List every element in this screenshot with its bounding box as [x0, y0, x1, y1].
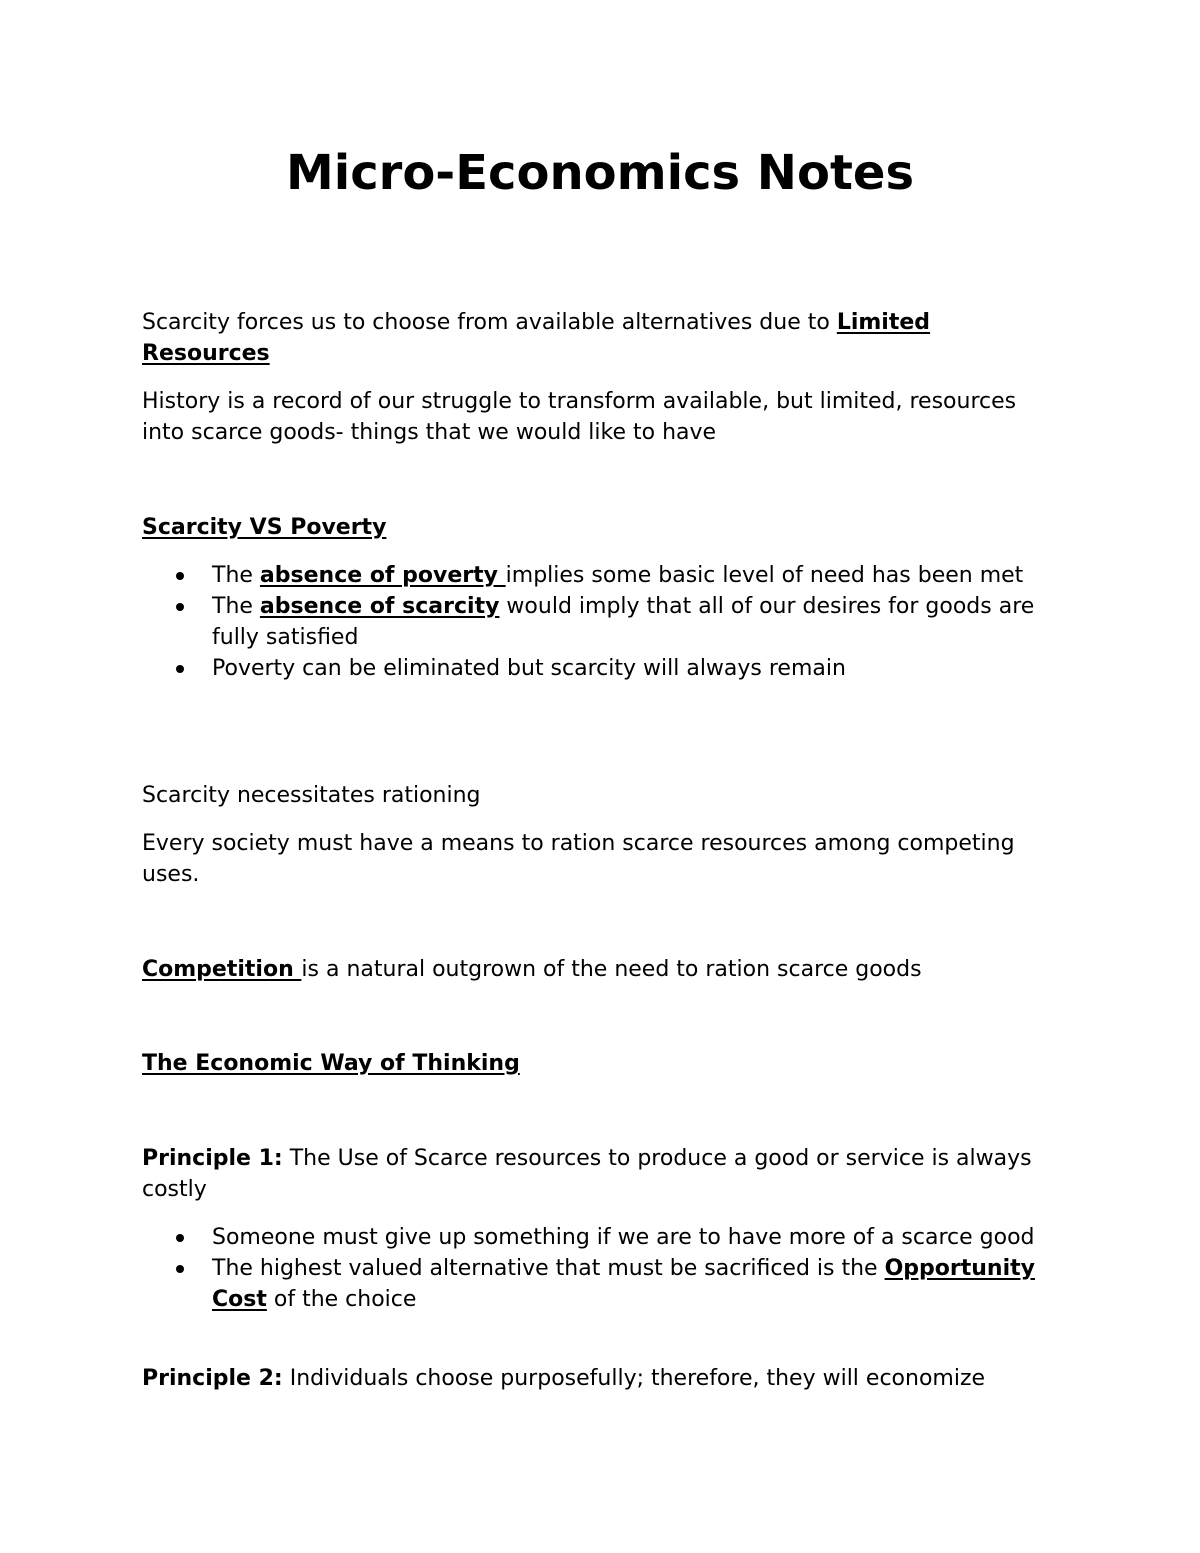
bullet-icon — [176, 665, 184, 673]
list-item-text: of the choice — [266, 1287, 417, 1312]
rationing-paragraph: Scarcity necessitates rationing — [142, 783, 481, 808]
history-paragraph: History is a record of our struggle to transform available, but limited, resources into scarce goods- things that we would like to have — [142, 389, 1017, 445]
list-item — [142, 1253, 1062, 1315]
bullet-icon — [176, 1234, 184, 1242]
section-heading-economic-thinking — [142, 1048, 1062, 1079]
bullet-icon — [176, 603, 184, 611]
list-item-text: implies some basic level of need has been met — [505, 563, 1024, 588]
list-item-text: The highest valued alternative that must be sacrificed is the — [212, 1256, 885, 1281]
principle-1-list — [142, 1222, 1062, 1315]
list-item-text: would imply that all of our desires for goods are fully satisfied — [212, 594, 1035, 650]
absence-of-scarcity-term: absence of scarcity — [259, 594, 500, 619]
list-item-text: The — [212, 594, 260, 619]
list-item-text: Poverty can be eliminated but scarcity will always remain — [212, 656, 846, 681]
competition-text: is a natural outgrown of the need to ration scarce goods — [301, 957, 922, 982]
absence-of-poverty-term: absence of poverty — [259, 563, 506, 588]
principle-1-text: The Use of Scarce resources to produce a good or service is always costly — [142, 1146, 1032, 1202]
bullet-icon — [176, 1265, 184, 1273]
intro-scarcity-text: Scarcity forces us to choose from available alternatives due to — [142, 310, 837, 335]
list-item-text: The — [212, 563, 260, 588]
intro-scarcity-paragraph — [142, 307, 1062, 369]
principle-2-paragraph — [142, 1363, 1062, 1394]
list-item — [142, 591, 1062, 653]
scarcity-poverty-list — [142, 560, 1062, 684]
competition-paragraph — [142, 954, 1062, 985]
section-heading-scarcity-vs-poverty — [142, 512, 1062, 543]
list-item — [142, 653, 1062, 684]
section-heading-text: The Economic Way of Thinking — [142, 1051, 520, 1076]
opportunity-cost-term: Opportunity Cost — [212, 1256, 1035, 1312]
bullet-icon — [176, 572, 184, 580]
page-title: Micro-Economics Notes — [285, 145, 915, 201]
principle-1-paragraph — [142, 1143, 1062, 1205]
limited-resources-term: Limited Resources — [142, 310, 931, 366]
section-heading-text: Scarcity VS Poverty — [142, 515, 387, 540]
list-item — [142, 1222, 1062, 1253]
principle-1-label: Principle 1: — [142, 1146, 283, 1171]
principle-2-label: Principle 2: — [142, 1366, 283, 1391]
competition-term: Competition — [142, 957, 302, 982]
principle-2-text: Individuals choose purposefully; therefore, they will economize — [282, 1366, 986, 1391]
list-item-text: Someone must give up something if we are to have more of a scarce good — [212, 1225, 1035, 1250]
ration-means-paragraph: Every society must have a means to ration scarce resources among competing uses. — [142, 831, 1015, 887]
list-item — [142, 560, 1062, 591]
